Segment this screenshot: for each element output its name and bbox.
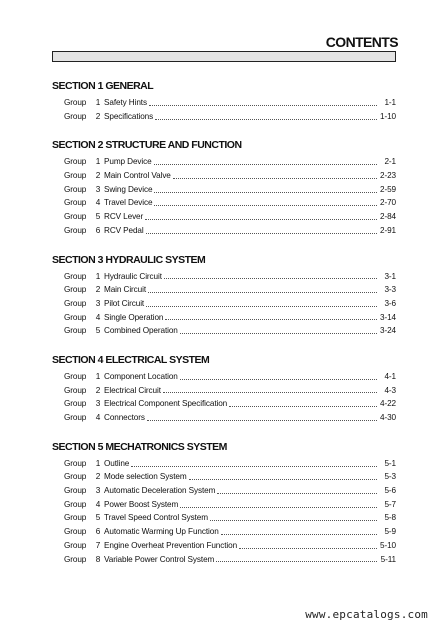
entry-page-number: 4-3 xyxy=(384,385,396,395)
entry-group-number: 3 xyxy=(95,399,101,409)
leader-dots xyxy=(155,112,377,120)
toc-entry[interactable] xyxy=(52,196,396,210)
entry-group-label: Group xyxy=(64,298,87,308)
entry-page-number: 5-10 xyxy=(380,540,396,550)
entry-group-label: Group xyxy=(64,472,87,482)
entry-group-number: 2 xyxy=(95,472,101,482)
entry-group-number: 6 xyxy=(95,527,101,537)
leader-dots xyxy=(217,486,377,494)
entry-title: Electrical Component Specification xyxy=(104,399,228,409)
toc-section xyxy=(52,352,396,425)
entry-group-label: Group xyxy=(64,458,87,468)
leader-dots xyxy=(180,326,377,334)
toc-entry[interactable] xyxy=(52,525,396,539)
entry-title: Pump Device xyxy=(104,157,152,167)
entry-page-number: 2-84 xyxy=(380,212,396,222)
toc-entry[interactable] xyxy=(52,498,396,512)
toc-entry[interactable] xyxy=(52,470,396,484)
entry-group-number: 5 xyxy=(95,326,101,336)
entry-group-number: 5 xyxy=(95,212,101,222)
entry-group-label: Group xyxy=(64,385,87,395)
toc-entry[interactable] xyxy=(52,324,396,338)
entry-group-label: Group xyxy=(64,184,87,194)
toc-entry[interactable] xyxy=(52,511,396,525)
toc-section xyxy=(52,137,396,237)
table-of-contents xyxy=(52,78,396,580)
entry-title: Electrical Circuit xyxy=(104,385,161,395)
entry-page-number: 3-14 xyxy=(380,312,396,322)
leader-dots xyxy=(216,554,377,562)
entry-group-number: 4 xyxy=(95,198,101,208)
header-bar xyxy=(52,51,396,62)
section-heading: SECTION 5 MECHATRONICS SYSTEM xyxy=(52,440,227,453)
toc-entry[interactable] xyxy=(52,283,396,297)
entry-group-label: Group xyxy=(64,111,87,121)
entry-group-number: 6 xyxy=(95,225,101,235)
leader-dots xyxy=(180,372,377,380)
entry-group-number: 1 xyxy=(95,271,101,281)
entry-group-label: Group xyxy=(64,271,87,281)
leader-dots xyxy=(146,226,377,234)
entry-group-number: 1 xyxy=(95,371,101,381)
leader-dots xyxy=(163,385,377,393)
leader-dots xyxy=(149,98,377,106)
toc-entry[interactable] xyxy=(52,270,396,284)
entry-title: Variable Power Control System xyxy=(104,554,215,564)
page-title: CONTENTS xyxy=(325,34,398,50)
entry-title: Single Operation xyxy=(104,312,164,322)
entry-group-number: 2 xyxy=(95,111,101,121)
entry-page-number: 2-70 xyxy=(380,198,396,208)
entry-group-number: 3 xyxy=(95,298,101,308)
entry-group-number: 4 xyxy=(95,312,101,322)
toc-entry[interactable] xyxy=(52,484,396,498)
entry-group-number: 4 xyxy=(95,413,101,422)
toc-entry[interactable] xyxy=(52,183,396,197)
entry-title: Outline xyxy=(104,458,130,468)
entry-title: Power Boost System xyxy=(104,499,179,509)
entry-group-number: 8 xyxy=(95,554,101,564)
section-heading: SECTION 3 HYDRAULIC SYSTEM xyxy=(52,253,206,266)
entry-page-number: 2-59 xyxy=(380,184,396,194)
leader-dots xyxy=(154,157,377,165)
toc-entry[interactable] xyxy=(52,457,396,471)
entry-title: Pilot Circuit xyxy=(104,298,145,308)
leader-dots xyxy=(239,541,377,549)
entry-group-number: 1 xyxy=(95,157,101,167)
entry-title: Automatic Warming Up Function xyxy=(104,527,219,537)
leader-dots xyxy=(173,171,377,179)
toc-entry[interactable] xyxy=(52,311,396,325)
entry-group-number: 2 xyxy=(95,385,101,395)
toc-section xyxy=(52,78,396,123)
entry-group-label: Group xyxy=(64,157,87,167)
leader-dots xyxy=(147,413,377,421)
entry-title: Swing Device xyxy=(104,184,153,194)
entry-title: Travel Speed Control System xyxy=(104,513,208,523)
toc-entry[interactable] xyxy=(52,155,396,169)
entry-title: Combined Operation xyxy=(104,326,178,336)
entry-group-label: Group xyxy=(64,371,87,381)
entry-page-number: 5-8 xyxy=(384,513,396,523)
toc-entry[interactable] xyxy=(52,96,396,110)
entry-group-label: Group xyxy=(64,198,87,208)
toc-entry[interactable] xyxy=(52,397,396,411)
leader-dots xyxy=(229,399,377,407)
entry-group-number: 4 xyxy=(95,499,101,509)
entry-group-label: Group xyxy=(64,413,87,422)
entry-group-label: Group xyxy=(64,212,87,222)
toc-entry[interactable] xyxy=(52,384,396,398)
section-heading: SECTION 2 STRUCTURE AND FUNCTION xyxy=(52,139,242,152)
entry-page-number: 5-1 xyxy=(384,458,396,468)
leader-dots xyxy=(131,459,377,467)
entry-group-label: Group xyxy=(64,513,87,523)
toc-entry[interactable] xyxy=(52,169,396,183)
leader-dots xyxy=(164,271,377,279)
entry-group-number: 3 xyxy=(95,486,101,496)
toc-entry[interactable] xyxy=(52,110,396,124)
toc-entry[interactable] xyxy=(52,224,396,238)
entry-title: Specifications xyxy=(104,111,154,121)
leader-dots xyxy=(210,513,377,521)
toc-entry[interactable] xyxy=(52,539,396,553)
entry-group-label: Group xyxy=(64,312,87,322)
toc-entry[interactable] xyxy=(52,210,396,224)
entry-page-number: 1-10 xyxy=(380,111,396,121)
toc-entry[interactable] xyxy=(52,297,396,311)
entry-title: Main Circuit xyxy=(104,285,147,295)
entry-group-number: 3 xyxy=(95,184,101,194)
entry-title: Main Control Valve xyxy=(104,171,171,181)
leader-dots xyxy=(146,299,377,307)
watermark: www.epcatalogs.com xyxy=(305,608,428,621)
entry-group-number: 1 xyxy=(95,98,101,107)
entry-title: Engine Overheat Prevention Function xyxy=(104,540,238,550)
section-heading: SECTION 1 GENERAL xyxy=(52,80,154,92)
entry-page-number: 2-1 xyxy=(384,157,396,167)
entry-page-number: 3-1 xyxy=(384,271,396,281)
entry-title: Safety Hints xyxy=(104,98,147,107)
leader-dots xyxy=(221,527,377,535)
entry-group-label: Group xyxy=(64,486,87,496)
leader-dots xyxy=(189,472,377,480)
toc-section xyxy=(52,252,396,338)
leader-dots xyxy=(180,500,377,508)
entry-page-number: 5-11 xyxy=(380,554,396,564)
entry-group-label: Group xyxy=(64,527,87,537)
entry-page-number: 2-23 xyxy=(380,171,396,181)
entry-group-label: Group xyxy=(64,399,87,409)
entry-page-number: 3-3 xyxy=(384,285,396,295)
entry-group-label: Group xyxy=(64,225,87,235)
entry-title: Automatic Deceleration System xyxy=(104,486,216,496)
entry-page-number: 1-1 xyxy=(384,98,396,107)
entry-title: Connectors xyxy=(104,413,145,422)
leader-dots xyxy=(145,212,377,220)
entry-page-number: 4-1 xyxy=(384,371,396,381)
leader-dots xyxy=(148,285,377,293)
entry-title: Travel Device xyxy=(104,198,153,208)
entry-title: RCV Lever xyxy=(104,212,144,222)
entry-page-number: 4-22 xyxy=(380,399,396,409)
entry-group-label: Group xyxy=(64,98,87,107)
entry-title: Component Location xyxy=(104,371,178,381)
entry-group-label: Group xyxy=(64,171,87,181)
entry-group-number: 5 xyxy=(95,513,101,523)
entry-group-label: Group xyxy=(64,540,87,550)
toc-entry[interactable] xyxy=(52,553,396,567)
entry-group-number: 1 xyxy=(95,458,101,468)
leader-dots xyxy=(165,312,377,320)
entry-page-number: 5-7 xyxy=(384,499,396,509)
entry-group-number: 2 xyxy=(95,171,101,181)
entry-group-number: 2 xyxy=(95,285,101,295)
section-heading: SECTION 4 ELECTRICAL SYSTEM xyxy=(52,353,210,366)
entry-group-label: Group xyxy=(64,285,87,295)
toc-section xyxy=(52,439,396,567)
entry-page-number: 2-91 xyxy=(380,225,396,235)
entry-page-number: 5-9 xyxy=(384,527,396,537)
entry-group-label: Group xyxy=(64,499,87,509)
entry-group-label: Group xyxy=(64,554,87,564)
entry-page-number: 3-24 xyxy=(380,326,396,336)
entry-title: Mode selection System xyxy=(104,472,187,482)
leader-dots xyxy=(154,185,377,193)
entry-page-number: 3-6 xyxy=(384,298,396,308)
toc-entry[interactable] xyxy=(52,411,396,425)
entry-title: RCV Pedal xyxy=(104,225,144,235)
entry-page-number: 4-30 xyxy=(380,413,396,422)
entry-group-number: 7 xyxy=(95,540,101,550)
entry-group-label: Group xyxy=(64,326,87,336)
entry-page-number: 5-3 xyxy=(384,472,396,482)
toc-entry[interactable] xyxy=(52,370,396,384)
entry-page-number: 5-6 xyxy=(384,486,396,496)
leader-dots xyxy=(154,198,377,206)
entry-title: Hydraulic Circuit xyxy=(104,271,162,281)
